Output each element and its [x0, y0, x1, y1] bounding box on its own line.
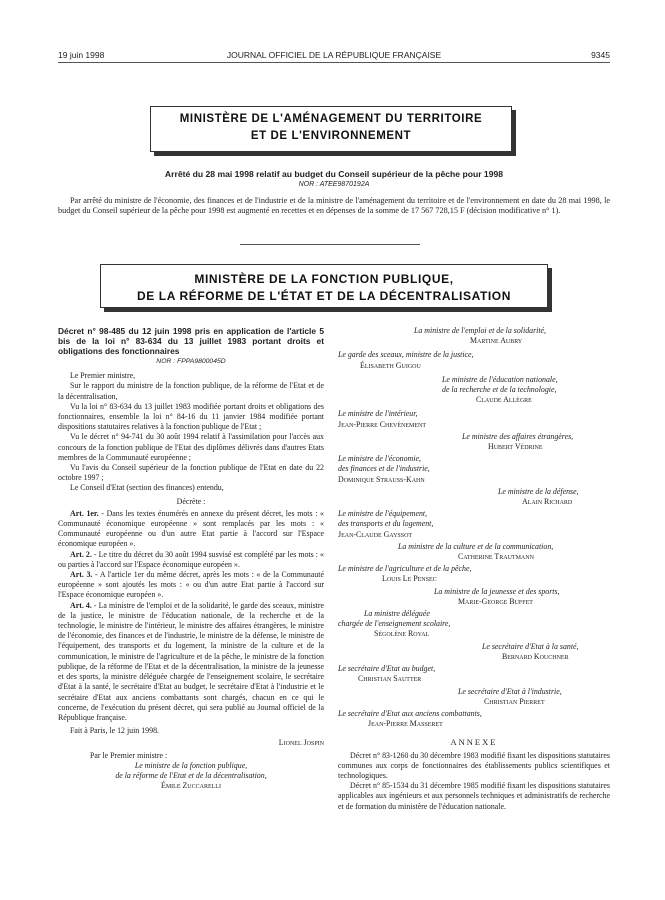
signature-role: Le secrétaire d'Etat à la santé,	[482, 641, 579, 651]
article-2: Art. 2. - Le titre du décret du 30 août 1994 susvisé est complété par les mots : « ou parties à l'accord sur l'Espace économique européen ».	[58, 549, 324, 569]
decret-nor: NOR : FPPA9800045D	[156, 358, 226, 365]
signature-role: Le garde des sceaux, ministre de la justice,	[338, 350, 474, 360]
ministry-heading-line: MINISTÈRE DE L'AMÉNAGEMENT DU TERRITOIRE	[179, 113, 483, 125]
signature-block	[442, 375, 610, 406]
decret-paragraph: Vu la loi n° 83-634 du 13 juillet 1983 modifiée portant droits et obligations des fonctionnaires, ensemble la loi n° 84-16 du 11 janvier 1984 modifiée portant dispositions statutaires relatives à la fonction publique de l'Etat ;	[58, 401, 324, 432]
header-date: 19 juin 1998	[58, 50, 105, 60]
signature-role: Le ministre de l'équipement,	[338, 509, 428, 519]
decret-paragraph: Le Premier ministre,	[70, 371, 136, 381]
signature-role: Le ministre de l'agriculture et de la pêche,	[338, 564, 472, 574]
signature-role: des finances et de l'industrie,	[338, 464, 430, 474]
signature-name: Émile Zuccarelli	[161, 781, 221, 791]
fait-a-paris: Fait à Paris, le 12 juin 1998.	[70, 726, 159, 736]
decret-title: Décret n° 98-485 du 12 juin 1998 pris en application de l'article 5 bis de la loi n° 83-634 du 13 juillet 1983 portant droits et obligations des fonctionnaires	[58, 326, 324, 356]
signature-name: Élisabeth Guigou	[360, 360, 421, 370]
signature-block	[338, 564, 610, 584]
signature-role: Le secrétaire d'Etat au budget,	[338, 664, 436, 674]
signature-block	[338, 350, 610, 370]
article-1: Art. 1er. - Dans les textes énumérés en annexe du présent décret, les mots : « Communauté économique européenne » sont remplacés par les mots : « Communauté européenne ou d'un autre Etat partie à l'accord sur l'Espace économique européen ».	[58, 508, 324, 549]
signature-role: des transports et du logement,	[338, 519, 434, 529]
signature-block	[338, 509, 610, 540]
signature-name: Dominique Strauss-Kahn	[338, 474, 425, 484]
page-number: 9345	[591, 50, 610, 60]
signature-name: Christian Pierret	[484, 696, 545, 706]
signature-block	[338, 454, 610, 485]
signature-name: Martine Aubry	[470, 336, 523, 346]
signature-block	[434, 587, 610, 607]
signature-name: Claude Allègre	[476, 395, 532, 405]
signature-block	[338, 409, 610, 429]
article-3: Art. 3. - A l'article 1er du même décret, après les mots : « de la Communauté européenne » sont ajoutés les mots : « ou d'un autre Etat partie à l'accord sur l'Espace économique européen ».	[58, 570, 324, 600]
signature-block	[498, 487, 610, 507]
signature-role: Le ministre de l'éducation nationale,	[442, 374, 558, 384]
decrete: Décrète :	[176, 496, 206, 506]
section-divider	[240, 244, 420, 245]
signature-role: La ministre déléguée	[364, 609, 430, 619]
signature-name: Alain Richard	[522, 497, 573, 507]
signature-name: Jean-Pierre Chevènement	[338, 419, 426, 429]
signature-role: Le secrétaire d'Etat aux anciens combattants,	[338, 708, 482, 718]
signature-block	[398, 542, 610, 562]
signature-block	[338, 664, 610, 684]
signature-name: Jean-Pierre Masseret	[368, 719, 443, 729]
header-rule	[58, 62, 610, 63]
annexe-item: Décret n° 83-1260 du 30 décembre 1983 modifié fixant les dispositions statutaires communes aux corps de fonctionnaires des établissements publics scientifiques et technologiques.	[338, 750, 610, 780]
signature-name: Jean-Claude Gayssot	[338, 529, 413, 539]
signature-name: Catherine Trautmann	[458, 552, 534, 562]
signature-block	[458, 687, 610, 707]
ministry-heading-environment	[150, 106, 512, 152]
right-column	[338, 326, 610, 812]
ministry-heading-line: DE LA RÉFORME DE L'ÉTAT ET DE LA DÉCENTRALISATION	[136, 289, 512, 303]
signature-role: Le ministre de l'intérieur,	[338, 409, 418, 419]
annexe-item: Décret n° 85-1534 du 31 décembre 1985 modifié fixant les dispositions statutaires applicables aux ingénieurs et aux personnels techniques et administratifs de recherche et de formation du ministère de l'éducation nationale.	[338, 781, 610, 811]
signature-role: Le ministre de la fonction publique,	[134, 760, 248, 770]
par-le-premier-ministre: Par le Premier ministre :	[90, 750, 168, 760]
ministry-heading-line: MINISTÈRE DE LA FONCTION PUBLIQUE,	[194, 272, 454, 286]
signature-name: Louis Le Pensec	[382, 574, 437, 584]
signature-block	[338, 609, 610, 640]
signature-name: Marie-George Buffet	[458, 596, 533, 606]
article-4: Art. 4. - La ministre de l'emploi et de la solidarité, le garde des sceaux, ministre de la justice, le ministre de l'éducation nationale, de la recherche et de la technologie, le ministre de l'intérieur, le ministre des affaires étrangères, le ministre de l'économie, des finances et de l'industrie, le ministre de la défense, le ministre de l'équipement, des transports et du logement, la ministre de la culture et de la communication, le ministre de l'agriculture et de la pêche, le ministre de la fonction publique, de la réforme de l'Etat et de la décentralisation, la ministre de la jeunesse et des sports, la ministre déléguée chargée de l'enseignement scolaire, le secrétaire d'Etat à la santé, le secrétaire d'Etat au budget, le secrétaire d'Etat à l'industrie et le secrétaire d'Etat aux anciens combattants sont chargés, chacun en ce qui le concerne, de l'exécution du présent décret, qui sera publié au Journal officiel de la République française.	[58, 600, 324, 722]
signature-role: La ministre de la culture et de la communication,	[398, 541, 554, 551]
signature-premier-ministre: Lionel Jospin	[278, 738, 324, 748]
signature-role: Le secrétaire d'Etat à l'industrie,	[458, 686, 562, 696]
signature-name: Hubert Védrine	[488, 442, 543, 452]
signature-name: Christian Sautter	[358, 674, 422, 684]
signature-role: Le ministre de l'économie,	[338, 454, 421, 464]
signature-role: chargée de l'enseignement scolaire,	[338, 619, 451, 629]
signature-role: de la recherche et de la technologie,	[442, 385, 557, 395]
signature-role: Le ministre des affaires étrangères,	[462, 431, 574, 441]
decret-paragraph: Vu le décret n° 94-741 du 30 août 1994 relatif à l'assimilation pour l'accès aux concours de la fonction publique de l'Etat des diplômes délivrés dans d'autres Etats membres de la Communauté européenne ;	[58, 432, 324, 462]
arrete-body: Par arrêté du ministre de l'économie, des finances et de l'industrie et de la ministre de l'aménagement du territoire et de l'environnement en date du 28 mai 1998, le budget du Conseil supérieur de la pêche pour 1998 est augmenté en recettes et en dépenses de la somme de 17 567 728,15 F (décision modificative n° 1).	[58, 196, 610, 216]
left-column	[58, 326, 324, 791]
signature-block	[338, 709, 610, 729]
signature-role: de la réforme de l'Etat et de la décentralisation,	[115, 770, 267, 780]
signature-block	[482, 642, 610, 662]
signature-role: La ministre de l'emploi et de la solidarité,	[414, 326, 547, 335]
signature-name: Bernard Kouchner	[502, 651, 569, 661]
signature-role: La ministre de la jeunesse et des sports,	[434, 586, 560, 596]
signature-block	[462, 432, 610, 452]
ministry-heading-line: ET DE L'ENVIRONNEMENT	[250, 130, 412, 142]
decret-paragraph: Sur le rapport du ministre de la fonction publique, de la réforme de l'Etat et de la décentralisation,	[58, 381, 324, 401]
signature-role: Le ministre de la défense,	[498, 486, 579, 496]
ministry-heading-fonction-publique	[100, 264, 548, 308]
signature-block	[414, 326, 610, 346]
decret-paragraph: Vu l'avis du Conseil supérieur de la fonction publique de l'Etat en date du 22 octobre 1997 ;	[58, 463, 324, 483]
annexe-title: ANNEXE	[450, 737, 498, 748]
arrete-nor: NOR : ATEE9870192A	[298, 181, 370, 188]
decret-paragraph: Le Conseil d'Etat (section des finances) entendu,	[70, 483, 224, 493]
arrete-title: Arrêté du 28 mai 1998 relatif au budget du Conseil supérieur de la pêche pour 1998	[164, 169, 504, 179]
signature-name: Ségolène Royal	[374, 629, 430, 639]
journal-title: JOURNAL OFFICIEL DE LA RÉPUBLIQUE FRANÇAISE	[226, 50, 442, 60]
